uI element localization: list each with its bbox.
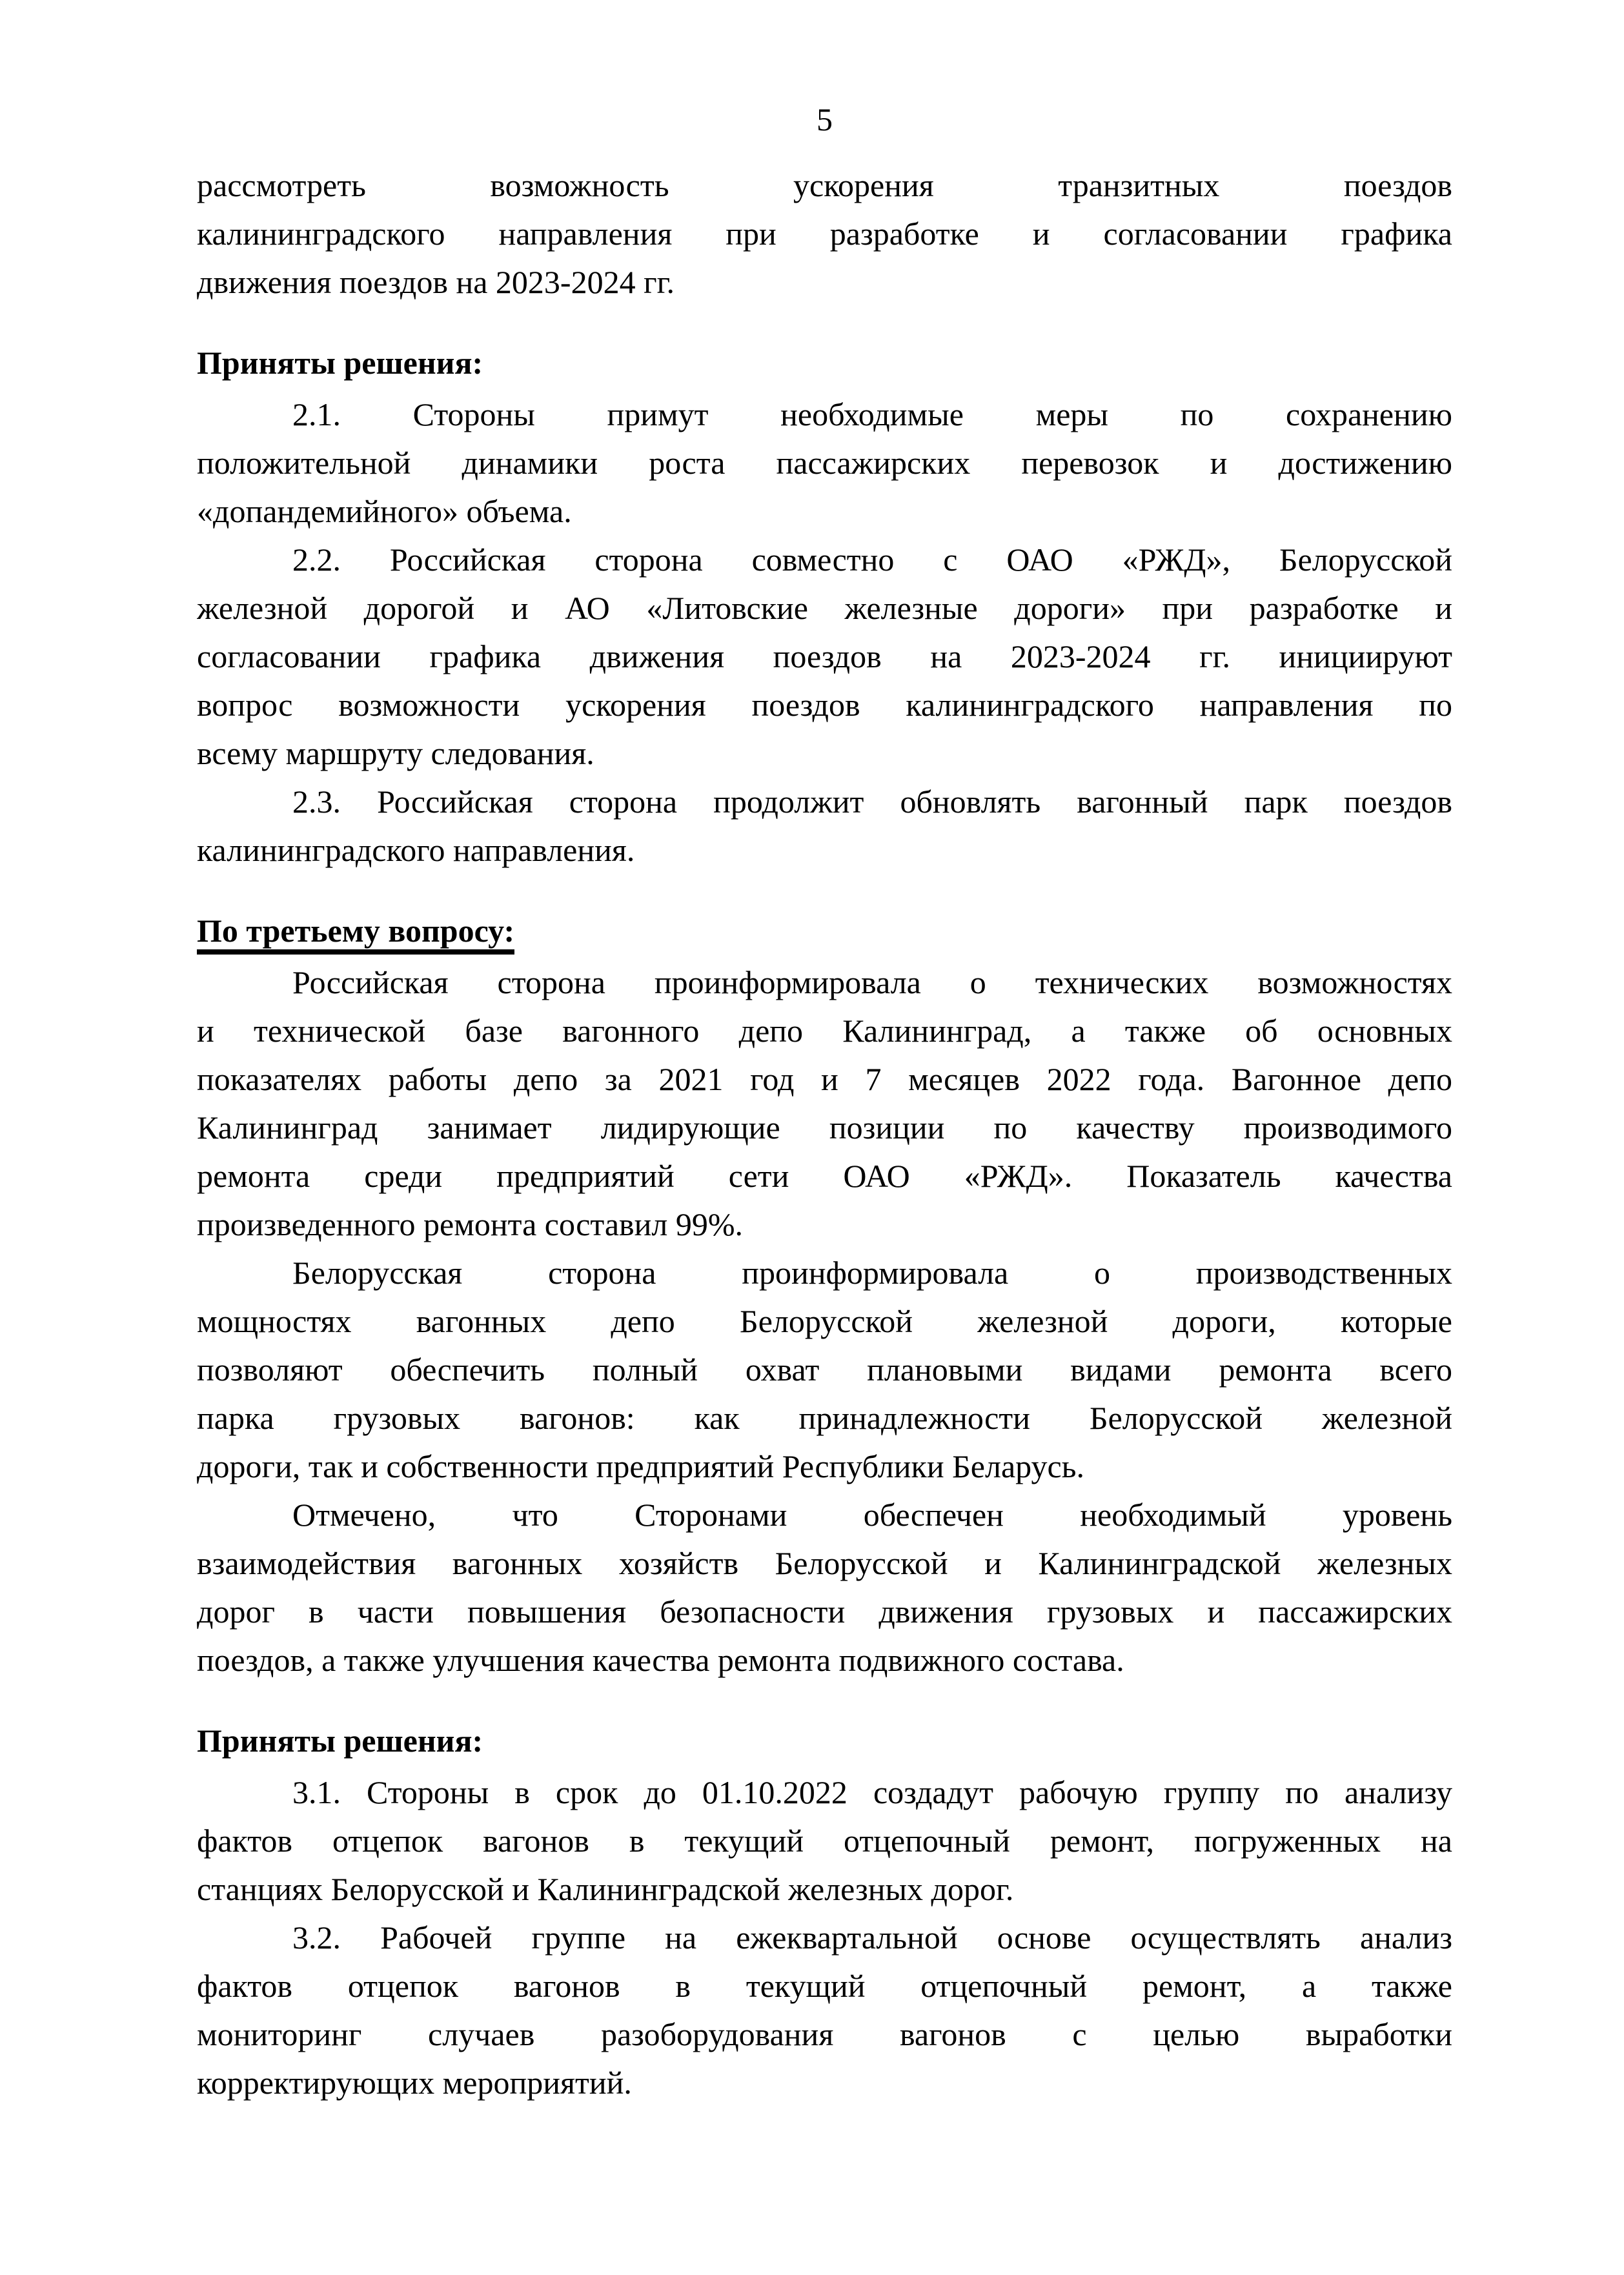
text-line: 2.2. Российская сторона совместно с ОАО «РЖД», Белорусской xyxy=(292,541,1452,578)
document-body xyxy=(197,161,1452,2107)
text-line: и технической базе вагонного депо Калининград, а также об основных xyxy=(197,1013,1452,1049)
text-line: фактов отцепок вагонов в текущий отцепочный ремонт, а также xyxy=(197,1968,1452,2004)
text-line: позволяют обеспечить полный охват плановыми видами ремонта всего xyxy=(197,1351,1452,1388)
text-line: рассмотреть возможность ускорения транзитных поездов xyxy=(197,167,1452,203)
text-line: Калининград занимает лидирующие позиции по качеству производимого xyxy=(197,1109,1452,1146)
text-line: Белорусская сторона проинформировала о производственных xyxy=(292,1255,1452,1291)
text-line: показателях работы депо за 2021 год и 7 месяцев 2022 года. Вагонное депо xyxy=(197,1061,1452,1097)
heading-decisions-q3 xyxy=(197,1717,1452,1768)
para-2-2 xyxy=(197,536,1452,778)
page-number: 5 xyxy=(817,101,833,137)
text-line: ремонта среди предприятий сети ОАО «РЖД». Показатель качества xyxy=(197,1158,1452,1194)
text-line: произведенного ремонта составил 99%. xyxy=(197,1206,744,1242)
text-line: Отмечено, что Сторонами обеспечен необходимый уровень xyxy=(292,1497,1452,1533)
heading-decisions-q2-text: Приняты решения: xyxy=(197,345,483,381)
text-line: станциях Белорусской и Калининградской железных дорог. xyxy=(197,1871,1014,1907)
text-line: корректирующих мероприятий. xyxy=(197,2065,632,2101)
heading-question-3 xyxy=(197,907,1452,958)
text-line: положительной динамики роста пассажирских перевозок и достижению xyxy=(197,445,1452,481)
text-line: калининградского направления. xyxy=(197,832,635,868)
para-3-2 xyxy=(197,1914,1452,2107)
text-line: фактов отцепок вагонов в текущий отцепочный ремонт, погруженных на xyxy=(197,1823,1452,1859)
text-line: дороги, так и собственности предприятий Республики Беларусь. xyxy=(197,1448,1084,1484)
text-line: всему маршруту следования. xyxy=(197,735,594,771)
text-line: парка грузовых вагонов: как принадлежности Белорусской железной xyxy=(197,1400,1452,1436)
para-q3-info-2 xyxy=(197,1249,1452,1491)
text-line: Российская сторона проинформировала о технических возможностях xyxy=(292,964,1452,1000)
text-line: «допандемийного» объема. xyxy=(197,493,572,529)
text-line: согласовании графика движения поездов на 2023-2024 гг. инициируют xyxy=(197,638,1452,674)
text-line: вопрос возможности ускорения поездов калининградского направления по xyxy=(197,687,1452,723)
text-line: взаимодействия вагонных хозяйств Белорусской и Калининградской железных xyxy=(197,1545,1452,1581)
heading-question-3-text: По третьему вопросу: xyxy=(197,913,514,955)
para-2-1 xyxy=(197,390,1452,536)
para-q3-info-3 xyxy=(197,1491,1452,1684)
text-line: дорог в части повышения безопасности движения грузовых и пассажирских xyxy=(197,1593,1452,1630)
para-2-3 xyxy=(197,778,1452,875)
para-continuation xyxy=(197,161,1452,307)
para-q3-info-1 xyxy=(197,958,1452,1249)
text-line: движения поездов на 2023-2024 гг. xyxy=(197,264,675,300)
text-line: калининградского направления при разработке и согласовании графика xyxy=(197,216,1452,252)
text-line: 3.1. Стороны в срок до 01.10.2022 создадут рабочую группу по анализу xyxy=(292,1774,1452,1810)
para-3-1 xyxy=(197,1768,1452,1914)
heading-decisions-q3-text: Приняты решения: xyxy=(197,1723,483,1759)
text-line: поездов, а также улучшения качества ремонта подвижного состава. xyxy=(197,1642,1124,1678)
text-line: 2.1. Стороны примут необходимые меры по сохранению xyxy=(292,396,1452,432)
heading-decisions-q2 xyxy=(197,339,1452,390)
text-line: железной дорогой и АО «Литовские железные дороги» при разработке и xyxy=(197,590,1452,626)
text-line: мощностях вагонных депо Белорусской железной дороги, которые xyxy=(197,1303,1452,1339)
text-line: 2.3. Российская сторона продолжит обновлять вагонный парк поездов xyxy=(292,784,1452,820)
text-line: 3.2. Рабочей группе на ежеквартальной основе осуществлять анализ xyxy=(292,1919,1452,1956)
text-line: мониторинг случаев разоборудования вагонов с целью выработки xyxy=(197,2016,1452,2052)
